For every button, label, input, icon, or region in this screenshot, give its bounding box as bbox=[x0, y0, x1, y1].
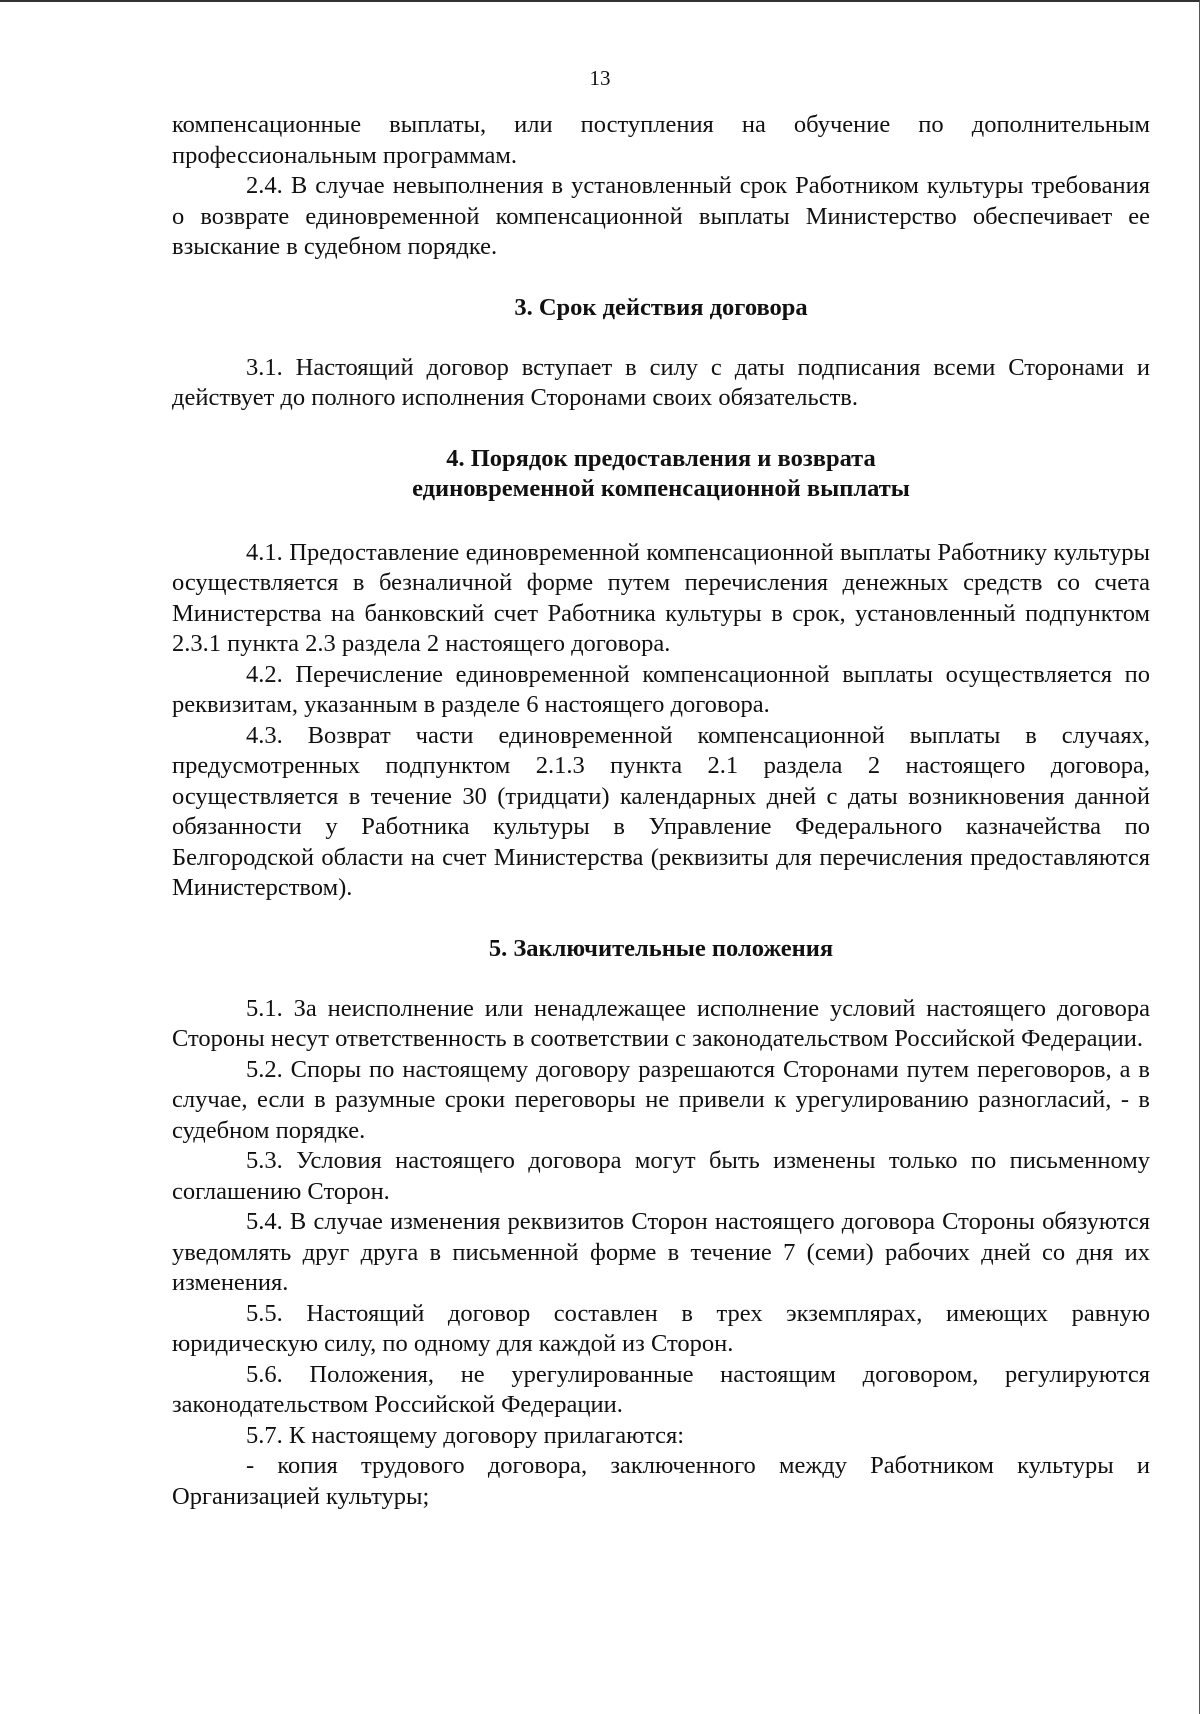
paragraph-5-5: 5.5. Настоящий договор составлен в трех экземплярах, имеющих равную юридическую силу, по одному для каждой из Сторон. bbox=[172, 1299, 1150, 1357]
paragraph-5-4: 5.4. В случае изменения реквизитов Сторон настоящего договора Стороны обязуются уведомлять друг друга в письменной форме в течение 7 (семи) рабочих дней со дня их изменения. bbox=[172, 1208, 1150, 1296]
page-number: 13 bbox=[589, 66, 611, 90]
section-4-heading-line-2: единовременной компенсационной выплаты bbox=[412, 474, 910, 502]
paragraph-2-4: 2.4. В случае невыполнения в установленный срок Работником культуры требования о возврате единовременной компенсационной выплаты Министерство обеспечивает ее взыскание в судебном порядке. bbox=[172, 172, 1150, 260]
paragraph-3-1: 3.1. Настоящий договор вступает в силу с даты подписания всеми Сторонами и действует до полного исполнения Сторонами своих обязательств. bbox=[172, 353, 1150, 411]
paragraph-5-1: 5.1. За неисполнение или ненадлежащее исполнение условий настоящего договора Стороны несут ответственность в соответствии с законодательством Российской Федерации. bbox=[172, 994, 1150, 1052]
paragraph-5-6: 5.6. Положения, не урегулированные настоящим договором, регулируются законодательством Российской Федерации. bbox=[172, 1360, 1150, 1418]
paragraph-4-3: 4.3. Возврат части единовременной компенсационной выплаты в случаях, предусмотренных подпунктом 2.1.3 пункта 2.1 раздела 2 настоящего договора, осуществляется в течение 30 (тридцати) календарных дней с даты возникновения данной обязанности у Работника культуры в Управление Федерального казначейства по Белгородской области на счет Министерства (реквизиты для перечисления предоставляются Министерством). bbox=[172, 721, 1150, 901]
section-3-heading: 3. Срок действия договора bbox=[514, 293, 808, 321]
document-body bbox=[172, 110, 1150, 1512]
paragraph-continuation: компенсационные выплаты, или поступления на обучение по дополнительным профессиональным программам. bbox=[172, 111, 1150, 169]
paragraph-4-1: 4.1. Предоставление единовременной компенсационной выплаты Работнику культуры осуществляется в безналичной форме путем перечисления денежных средств со счета Министерства на банковский счет Работника культуры в срок, установленный подпунктом 2.3.1 пункта 2.3 раздела 2 настоящего договора. bbox=[172, 538, 1150, 657]
list-item-attachment: - копия трудового договора, заключенного между Работником культуры и Организацией культуры; bbox=[172, 1452, 1150, 1510]
paragraph-5-2: 5.2. Споры по настоящему договору разрешаются Сторонами путем переговоров, а в случае, если в разумные сроки переговоры не привели к урегулированию разногласий, - в судебном порядке. bbox=[172, 1055, 1150, 1144]
paragraph-5-3: 5.3. Условия настоящего договора могут быть изменены только по письменному соглашению Сторон. bbox=[172, 1147, 1150, 1205]
paragraph-4-2: 4.2. Перечисление единовременной компенсационной выплаты осуществляется по реквизитам, указанным в разделе 6 настоящего договора. bbox=[172, 660, 1150, 718]
section-5-heading: 5. Заключительные положения bbox=[488, 934, 834, 962]
section-4-heading-line-1: 4. Порядок предоставления и возврата bbox=[446, 444, 876, 472]
paragraph-5-7: 5.7. К настоящему договору прилагаются: bbox=[246, 1421, 685, 1449]
section-4-heading bbox=[172, 444, 1150, 504]
